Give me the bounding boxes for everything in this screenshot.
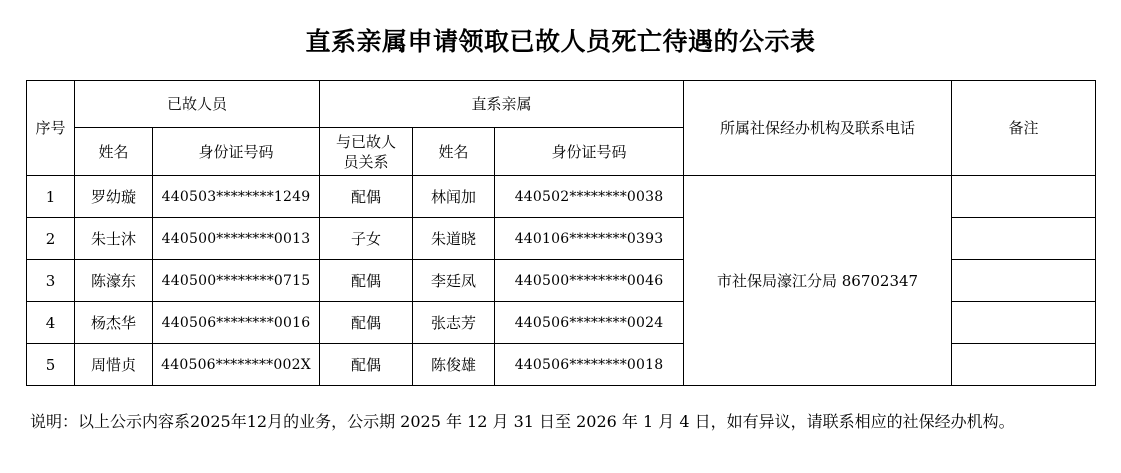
cell-relative-name: 李廷凤	[413, 260, 495, 302]
cell-relative-id: 440500********0046	[495, 260, 684, 302]
cell-relation: 子女	[320, 218, 413, 260]
cell-seq: 2	[27, 218, 75, 260]
cell-relative-id: 440506********0018	[495, 344, 684, 386]
cell-seq: 1	[27, 176, 75, 218]
cell-relation: 配偶	[320, 176, 413, 218]
header-deceased-name: 姓名	[75, 128, 153, 176]
header-relation	[320, 128, 413, 176]
header-relation-label: 与已故人员关系	[336, 132, 397, 171]
header-relative-name: 姓名	[413, 128, 495, 176]
footnote: 说明：以上公示内容系2025年12月的业务，公示期 2025 年 12 月 31 日至 2026 年 1 月 4 日，如有异议，请联系相应的社保经办机构。	[30, 412, 1015, 431]
cell-relative-name: 朱道晓	[413, 218, 495, 260]
header-row-1	[27, 81, 1096, 128]
cell-deceased-id: 440506********0016	[153, 302, 320, 344]
cell-relative-id: 440106********0393	[495, 218, 684, 260]
cell-deceased-id: 440506********002X	[153, 344, 320, 386]
header-remark: 备注	[952, 81, 1096, 176]
cell-relation: 配偶	[320, 302, 413, 344]
cell-seq: 5	[27, 344, 75, 386]
cell-deceased-name: 罗幼璇	[75, 176, 153, 218]
cell-deceased-name: 朱士沐	[75, 218, 153, 260]
cell-relative-id: 440502********0038	[495, 176, 684, 218]
header-deceased-group: 已故人员	[75, 81, 320, 128]
cell-relative-name: 林闻加	[413, 176, 495, 218]
notice-table	[26, 80, 1096, 386]
cell-agency: 市社保局濠江分局 86702347	[684, 176, 952, 386]
cell-seq: 4	[27, 302, 75, 344]
cell-relative-name: 陈俊雄	[413, 344, 495, 386]
cell-remark	[952, 302, 1096, 344]
cell-remark	[952, 344, 1096, 386]
cell-deceased-id: 440500********0013	[153, 218, 320, 260]
cell-remark	[952, 176, 1096, 218]
cell-deceased-id: 440503********1249	[153, 176, 320, 218]
header-agency: 所属社保经办机构及联系电话	[684, 81, 952, 176]
cell-relative-name: 张志芳	[413, 302, 495, 344]
cell-relation: 配偶	[320, 260, 413, 302]
cell-deceased-name: 周惜贞	[75, 344, 153, 386]
cell-remark	[952, 260, 1096, 302]
header-relative-group: 直系亲属	[320, 81, 684, 128]
cell-deceased-name: 陈濠东	[75, 260, 153, 302]
cell-relation: 配偶	[320, 344, 413, 386]
cell-deceased-id: 440500********0715	[153, 260, 320, 302]
table-row	[27, 176, 1096, 218]
header-seq: 序号	[27, 81, 75, 176]
header-deceased-id: 身份证号码	[153, 128, 320, 176]
cell-relative-id: 440506********0024	[495, 302, 684, 344]
cell-seq: 3	[27, 260, 75, 302]
cell-deceased-name: 杨杰华	[75, 302, 153, 344]
page-title: 直系亲属申请领取已故人员死亡待遇的公示表	[305, 27, 816, 56]
header-relative-id: 身份证号码	[495, 128, 684, 176]
cell-remark	[952, 218, 1096, 260]
